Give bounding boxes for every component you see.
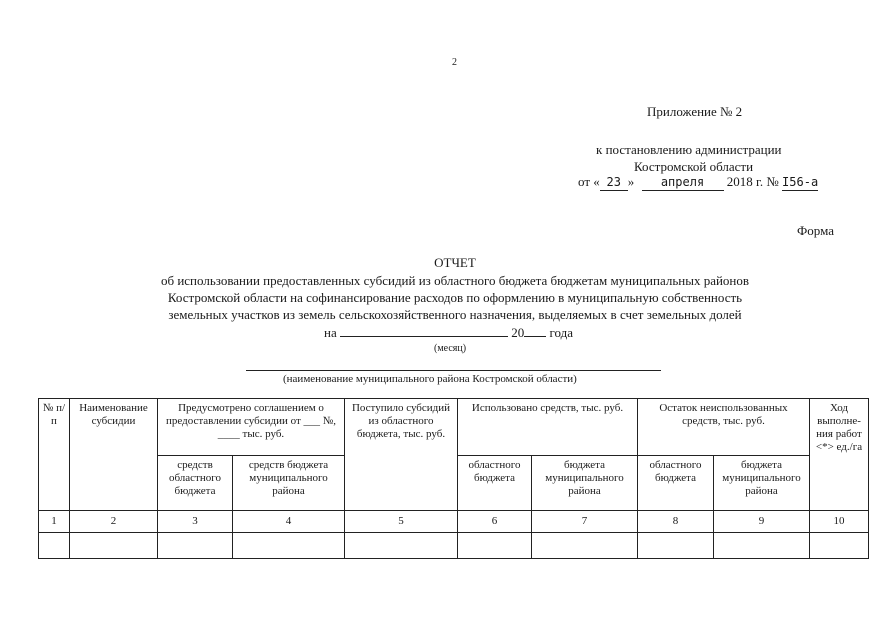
period-prefix: на: [324, 325, 337, 340]
table-cell: [810, 533, 869, 559]
month-blank: [340, 336, 508, 337]
region-blank-line: [246, 370, 661, 371]
region-note: (наименование муниципального района Костромской области): [283, 373, 577, 385]
column-number: 1: [39, 511, 70, 533]
year-blank: [524, 336, 546, 337]
table-cell: [532, 533, 638, 559]
table-cell: [39, 533, 70, 559]
page-number: 2: [452, 57, 457, 68]
column-number: 9: [714, 511, 810, 533]
report-title-line-2: Костромской области на софинансирование расходов по оформлению в муниципальную собственность: [167, 290, 743, 305]
table-cell: [714, 533, 810, 559]
header-agreement-regional: средств областного бюджета: [158, 456, 233, 511]
period-suffix: года: [549, 325, 574, 340]
header-received: Поступило субсидий из областного бюджета, тыс. руб.: [345, 399, 458, 511]
column-number-row: [39, 511, 869, 533]
header-used-municipal: бюджета муниципального района: [532, 456, 638, 511]
report-period-line: [324, 325, 573, 341]
table-row: [39, 533, 869, 559]
table-cell: [458, 533, 532, 559]
table-cell: [345, 533, 458, 559]
header-progress: Ход выполне-ния работ <*> ед./га: [810, 399, 869, 511]
header-used-regional: областного бюджета: [458, 456, 532, 511]
date-quote-close: »: [627, 174, 635, 189]
table-cell: [158, 533, 233, 559]
column-number: 3: [158, 511, 233, 533]
report-table: [38, 398, 869, 559]
appendix-label: Приложение № 2: [647, 104, 743, 119]
date-prefix: от «: [578, 174, 600, 189]
form-label: Форма: [797, 223, 834, 238]
table-cell: [233, 533, 345, 559]
column-number: 2: [70, 511, 158, 533]
header-remaining-regional: областного бюджета: [638, 456, 714, 511]
date-day: 23: [600, 175, 628, 191]
header-agreement: Предусмотрено соглашением о предоставлении субсидии от ___ №, ____ тыс. руб.: [158, 399, 345, 456]
header-remaining: Остаток неиспользованных средств, тыс. руб.: [638, 399, 810, 456]
report-title-line-1: об использовании предоставленных субсидий из областного бюджета бюджетам муниципальных районов: [160, 273, 750, 288]
date-month: апреля: [642, 175, 724, 191]
date-year-text: 2018 г. №: [726, 174, 779, 189]
table-cell: [638, 533, 714, 559]
month-note: (месяц): [434, 343, 467, 354]
header-remaining-municipal: бюджета муниципального района: [714, 456, 810, 511]
report-title-line-3: земельных участков из земель сельскохозяйственного назначения, выделяемых в счет земельных долей: [168, 307, 742, 322]
header-number: № п/п: [39, 399, 70, 511]
column-number: 6: [458, 511, 532, 533]
column-number: 8: [638, 511, 714, 533]
column-number: 10: [810, 511, 869, 533]
report-heading: ОТЧЕТ: [434, 255, 476, 270]
table-cell: [70, 533, 158, 559]
column-number: 7: [532, 511, 638, 533]
column-number: 4: [233, 511, 345, 533]
decree-date-line: [578, 174, 818, 191]
header-agreement-municipal: средств бюджета муниципального района: [233, 456, 345, 511]
decree-number: I56-а: [782, 175, 819, 189]
period-mid: 20: [511, 325, 525, 340]
decree-line-1: к постановлению администрации: [596, 142, 782, 157]
table-header-row: [39, 399, 869, 456]
header-subsidy-name: Наименование субсидии: [70, 399, 158, 511]
header-used: Использовано средств, тыс. руб.: [458, 399, 638, 456]
decree-line-2: Костромской области: [634, 159, 754, 174]
column-number: 5: [345, 511, 458, 533]
